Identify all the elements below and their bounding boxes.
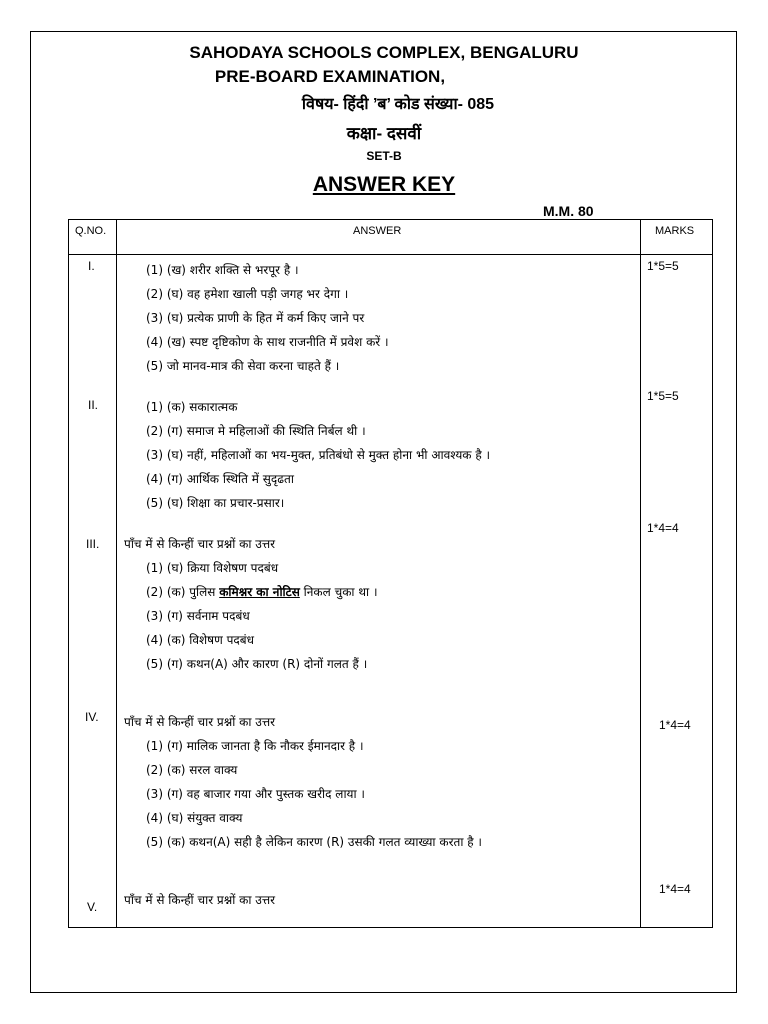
section-3-answer: (4) (क) विशेषण पदबंध: [146, 633, 254, 647]
section-3-answer: (1) (घ) क्रिया विशेषण पदबंध: [146, 561, 279, 575]
section-3-marks: 1*4=4: [647, 521, 679, 535]
section-2-qno: II.: [88, 398, 99, 412]
section-5-instruction: पाँच में से किन्हीं चार प्रश्नों का उत्तर: [124, 893, 276, 907]
class-name: कक्षा- दसवीं: [346, 124, 422, 143]
page-title: ANSWER KEY: [312, 173, 456, 196]
highlighted-phrase: कमिश्नर का नोटिस: [219, 585, 300, 599]
table-top-border: [68, 219, 713, 220]
section-5-marks: 1*4=4: [659, 882, 691, 896]
subject-code: विषय- हिंदी ’ब’ कोड संख्या- 085: [301, 96, 495, 113]
section-1-answer: (3) (घ) प्रत्येक प्राणी के हित में कर्म किए जाने पर: [146, 311, 365, 325]
column-header-answer: ANSWER: [353, 225, 402, 237]
qno-column-divider: [116, 219, 117, 928]
section-1-answer: (1) (ख) शरीर शक्ति से भरपूर है ।: [146, 263, 299, 277]
section-3-answer: (3) (ग) सर्वनाम पदबंध: [146, 609, 250, 623]
section-2-answer: (2) (ग) समाज मे महिलाओं की स्थिति निर्बल थी ।: [146, 424, 366, 438]
section-4-marks: 1*4=4: [659, 718, 691, 732]
section-4-instruction: पाँच में से किन्हीं चार प्रश्नों का उत्तर: [124, 715, 276, 729]
section-3-answer: (5) (ग) कथन(A) और कारण (R) दोनों गलत हैं ।: [146, 657, 368, 671]
section-5-qno: V.: [87, 900, 98, 914]
section-2-answer: (5) (घ) शिक्षा का प्रचार-प्रसार।: [146, 496, 285, 510]
section-4-qno: IV.: [85, 710, 99, 724]
column-header-marks: MARKS: [655, 225, 695, 237]
marks-column-divider: [640, 219, 641, 928]
section-2-answer: (1) (क) सकारात्मक: [146, 400, 238, 414]
section-3-answer-2-lead: (2) (क) पुलिस: [146, 585, 216, 599]
school-name: SAHODAYA SCHOOLS COMPLEX, BENGALURU: [189, 43, 579, 62]
section-1-qno: I.: [88, 259, 95, 273]
section-2-answer: (3) (घ) नहीं, महिलाओं का भय-मुक्त, प्रतिबंधो से मुक्त होना भी आवश्यक है ।: [146, 448, 491, 462]
table-left-border: [68, 219, 69, 928]
section-4-answer: (1) (ग) मालिक जानता है कि नौकर ईमानदार है ।: [146, 739, 364, 753]
section-1-answer: (5) जो मानव-मात्र की सेवा करना चाहते हैं ।: [146, 359, 340, 373]
section-3-answer: [146, 583, 378, 600]
section-4-answer: (3) (ग) वह बाजार गया और पुस्तक खरीद लाया ।: [146, 787, 365, 801]
table-bottom-border: [68, 927, 713, 928]
section-1-answer: (2) (घ) वह हमेशा खाली पड़ी जगह भर देगा ।: [146, 287, 349, 301]
max-marks: M.M. 80: [543, 203, 594, 219]
section-4-answer: (5) (क) कथन(A) सही है लेकिन कारण (R) उसकी गलत व्याख्या करता है ।: [146, 835, 482, 849]
section-1-answer: (4) (ख) स्पष्ट दृष्टिकोण के साथ राजनीति में प्रवेश करें ।: [146, 335, 389, 349]
table-right-border: [712, 219, 713, 928]
exam-name: PRE-BOARD EXAMINATION,: [214, 67, 446, 86]
section-3-instruction: पाँच में से किन्हीं चार प्रश्नों का उत्तर: [124, 537, 276, 551]
section-3-answer-2-tail: निकल चुका था ।: [303, 585, 378, 599]
section-3-qno: III.: [86, 537, 100, 551]
section-4-answer: (2) (क) सरल वाक्य: [146, 763, 238, 777]
section-1-marks: 1*5=5: [647, 259, 679, 273]
section-4-answer: (4) (घ) संयुक्त वाक्य: [146, 811, 243, 825]
table-header-divider: [68, 254, 713, 255]
set-label: SET-B: [366, 149, 402, 163]
section-2-marks: 1*5=5: [647, 389, 679, 403]
section-2-answer: (4) (ग) आर्थिक स्थिति में सुदृढता: [146, 472, 294, 486]
column-header-qno: Q.NO.: [75, 225, 107, 237]
